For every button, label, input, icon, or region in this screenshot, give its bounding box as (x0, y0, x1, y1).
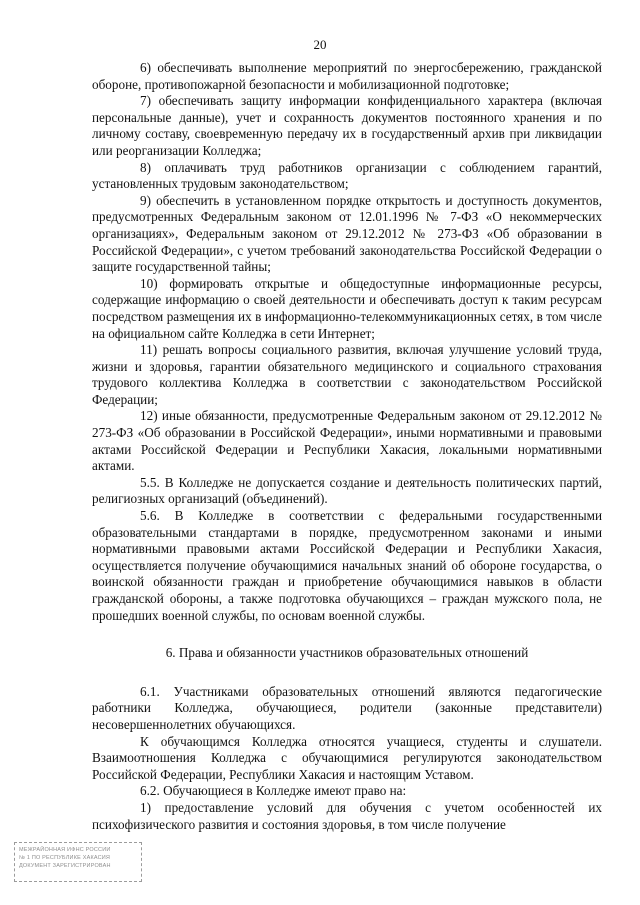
paragraph: 8) оплачивать труд работников организации с соблюдением гарантий, установленных трудовым законодательством; (92, 159, 602, 192)
paragraph: К обучающимся Колледжа относятся учащиеся, студенты и слушатели. Взаимоотношения Колледжа с обучающимися регулируются законодательством Российской Федерации, Республики Хакасия и настоящим Уставом. (92, 733, 602, 782)
document-body (92, 60, 602, 833)
paragraph: 12) иные обязанности, предусмотренные Федеральным законом от 29.12.2012 № 273-ФЗ «Об образовании в Российской Федерации», иными нормативными и правовыми актами Российской Федерации и Республики Хакасия, локальными нормативными актами. (92, 408, 602, 474)
stamp-line: № 1 ПО РЕСПУБЛИКЕ ХАКАСИЯ (19, 855, 111, 861)
section-heading: 6. Права и обязанности участников образовательных отношений (165, 645, 529, 661)
paragraph: 1) предоставление условий для обучения с учетом особенностей их психофизического развития и состояния здоровья, в том числе получение (92, 799, 602, 832)
stamp-line: ДОКУМЕНТ ЗАРЕГИСТРИРОВАН (19, 863, 111, 869)
page-number: 20 (313, 37, 327, 52)
paragraph: 6) обеспечивать выполнение мероприятий по энергосбережению, гражданской обороне, противопожарной безопасности и мобилизационной подготовке; (92, 60, 602, 92)
registration-stamp (14, 842, 142, 882)
paragraph: 10) формировать открытые и общедоступные информационные ресурсы, содержащие информацию о своей деятельности и обеспечивать доступ к таким ресурсам посредством размещения их в информационно-телекоммуникационных сетях, в том числе на официальном сайте Колледжа в сети Интернет; (92, 275, 602, 341)
paragraph: 9) обеспечить в установленном порядке открытость и доступность документов, предусмотренных Федеральным законом от 12.01.1996 № 7-ФЗ «О некоммерческих организациях», Федеральным законом от 29.12.2012 № 273-ФЗ «Об образовании в Российской Федерации», с учетом требований законодательства Российской Федерации о защите государственной тайны; (92, 192, 602, 275)
paragraph: 6.1. Участниками образовательных отношений являются педагогические работники Колледжа, обучающиеся, родители (законные представители) несовершеннолетних обучающихся. (92, 683, 602, 732)
paragraph: 11) решать вопросы социального развития, включая улучшение условий труда, жизни и здоровья, гарантии обязательного медицинского и социального страхования трудового коллектива Колледжа в соответствии с законодательством Российской Федерации; (92, 342, 602, 407)
stamp-line: МЕЖРАЙОННАЯ ИФНС РОССИИ (19, 847, 111, 853)
paragraph: 7) обеспечивать защиту информации конфиденциального характера (включая персональные данные), учет и сохранность документов постоянного хранения и по личному составу, своевременную передачу их в государственный архив при ликвидации или реорганизации Колледжа; (92, 93, 602, 158)
paragraph: 6.2. Обучающиеся в Колледже имеют право на: (140, 783, 407, 799)
paragraph: 5.5. В Колледже не допускается создание и деятельность политических партий, религиозных организаций (объединений). (92, 474, 602, 507)
paragraph: 5.6. В Колледже в соответствии с федеральными государственными образовательными стандартами в порядке, предусмотренном законами и иными нормативными правовыми актами Российской Федерации и Республики Хакасия, осуществляется получение обучающимися начальных знаний об обороне государства, о воинской обязанности граждан и приобретение обучающимися навыков в области гражданской обороны, а также подготовка обучающихся – граждан мужского пола, не прошедших военной службы, по основам военной службы. (92, 508, 602, 623)
